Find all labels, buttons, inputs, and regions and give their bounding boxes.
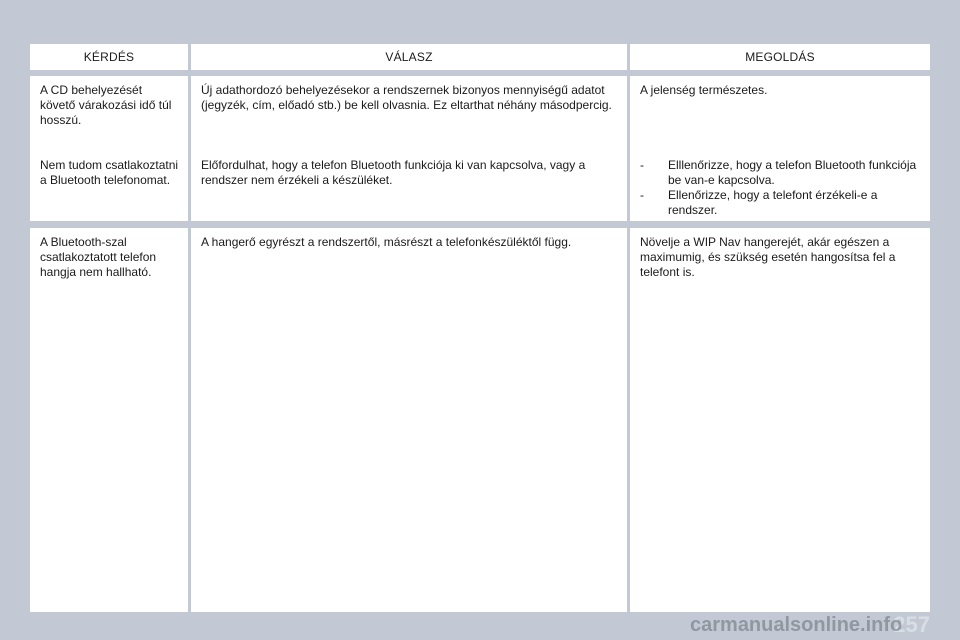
question-cell: A Bluetooth-szal csatlakoztatott telefon hangja nem hallható. [30,228,188,612]
table-row [30,228,930,612]
question-cell: Nem tudom csatlakoztatni a Bluetooth telefonomat. [30,151,188,221]
question-cell: A CD behelyezését követő várakozási idő túl hosszú. [30,76,188,189]
solution-item [640,188,922,218]
solution-text: Ellenőrizze, hogy a telefont érzékeli-e a rendszer. [668,188,878,217]
answer-cell: Új adathordozó behelyezésekor a rendszernek bizonyos mennyiségű adatot (jegyzék, cím, előadó stb.) be kell olvasnia. Ez eltarthat néhány másodpercig. [191,76,627,189]
bullet-dash: - [640,158,644,172]
bullet-dash: - [640,188,644,202]
solution-cell [630,151,930,221]
header-question: KÉRDÉS [30,44,188,70]
table-header [30,44,930,70]
solution-list [640,158,922,218]
header-solution: MEGOLDÁS [630,44,930,70]
watermark: carmanualsonline.info [690,614,903,636]
header-answer: VÁLASZ [191,44,627,70]
solution-cell [630,228,930,612]
faq-table [30,44,930,612]
page-number: 257 [893,612,930,637]
solution-text: Növelje a WIP Nav hangerejét, akár egészen a maximumig, és szükség esetén hangosítsa fel a telefont is. [640,235,896,279]
solution-text: A jelenség természetes. [640,83,768,97]
solution-item [640,158,922,188]
answer-cell: A hangerő egyrészt a rendszertől, másrészt a telefonkészüléktől függ. [191,228,627,612]
answer-cell: Előfordulhat, hogy a telefon Bluetooth funkciója ki van kapcsolva, vagy a rendszer nem érzékeli a készüléket. [191,151,627,221]
solution-text: Elllenőrizze, hogy a telefon Bluetooth funkciója be van-e kapcsolva. [668,158,917,187]
table-row [30,151,930,221]
